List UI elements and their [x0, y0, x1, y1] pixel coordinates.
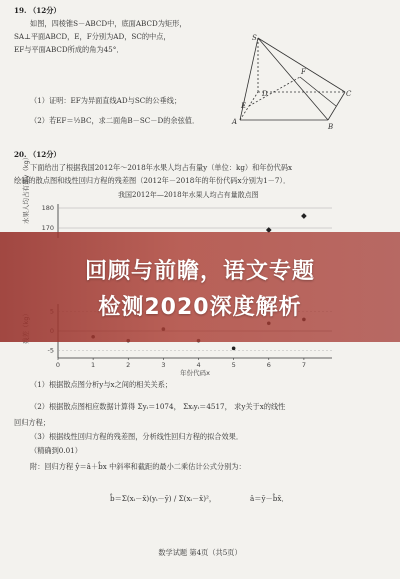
scatter-title: 我国2012年—2018年水果人均占有量散点图 [118, 191, 259, 199]
residual-ytick: -5 [47, 346, 54, 355]
label-S: S [252, 34, 257, 42]
residual-xtick: 3 [161, 361, 166, 369]
q20-sub2c: 回归方程； [14, 418, 50, 427]
q19-sub1: （1）证明：EF为异面直线AD与SC的公垂线； [30, 96, 182, 105]
label-A: A [232, 118, 238, 126]
residual-xtick: 1 [91, 361, 96, 369]
q20-formula-b: b̂＝Σ(xᵢ－x̄)(yᵢ－ȳ) / Σ(xᵢ－x̄)²， [110, 494, 217, 503]
label-C: C [346, 90, 352, 98]
q20-formula-a: â＝ȳ－b̂x̄． [250, 494, 289, 503]
label-F: F [301, 68, 306, 76]
scatter-ytick: 180 [41, 204, 54, 212]
q20-note1: 附：回归方程 ŷ＝â＋b̂x 中斜率和截距的最小二乘估计公式分别为： [30, 462, 246, 471]
scatter-point [301, 213, 307, 219]
residual-xtick: 0 [55, 361, 61, 369]
residual-point [232, 347, 236, 351]
q20-sub3b: （精确到0.01） [30, 446, 82, 455]
q19-line1: 如图，四棱锥S－ABCD中，底面ABCD为矩形， [30, 19, 187, 28]
q20-sub2a: （2）根据散点图相应数据计算得 Σyᵢ＝1074， Σxᵢyᵢ＝4517， 求y关于x的线性 [30, 402, 286, 411]
q20-intro1: 下面给出了根据我国2012年～2018年水果人均占有量y（单位：kg）和年份代码x [30, 163, 293, 172]
q20-number: 20. （12分） [14, 150, 61, 159]
residual-xlabel: 年份代码x [180, 369, 210, 377]
residual-xtick: 2 [126, 361, 131, 369]
scatter-ylabel: 水果人均占有量y（kg） [22, 153, 30, 224]
pyramid-figure [228, 30, 358, 135]
q19-number: 19. （12分） [14, 6, 61, 15]
label-D: D [262, 90, 268, 98]
page-footer: 数学试题 第4页（共5页） [158, 548, 242, 557]
q19-line3: EF与平面ABCD所成的角为45°． [14, 45, 124, 54]
q20-sub1: （1）根据散点图分析y与x之间的相关关系； [30, 380, 173, 389]
q19-line2: SA⊥平面ABCD，E，F分别为AD，SC的中点， [14, 32, 171, 41]
banner-line2: 检测2020深度解析 [98, 295, 302, 320]
scatter-ytick: 170 [41, 224, 54, 232]
q19-sub2: （2）若EF＝½BC，求二面角B－SC－D的余弦值． [30, 116, 200, 125]
label-E: E [241, 102, 247, 110]
residual-xtick: 6 [266, 361, 271, 369]
q20-intro2: 绘制的散点图和线性回归方程的残差图（2012年－2018年的年份代码x分别为1－7）． [14, 176, 291, 185]
title-banner [0, 232, 400, 342]
residual-xtick: 5 [231, 361, 236, 369]
q20-sub3: （3）根据线性回归方程的残差图，分析线性回归方程的拟合效果． [30, 432, 244, 441]
residual-xtick: 7 [301, 361, 306, 369]
residual-xtick: 4 [196, 361, 201, 369]
banner-line1: 回顾与前瞻，语文专题 [84, 259, 315, 284]
label-B: B [328, 123, 334, 131]
